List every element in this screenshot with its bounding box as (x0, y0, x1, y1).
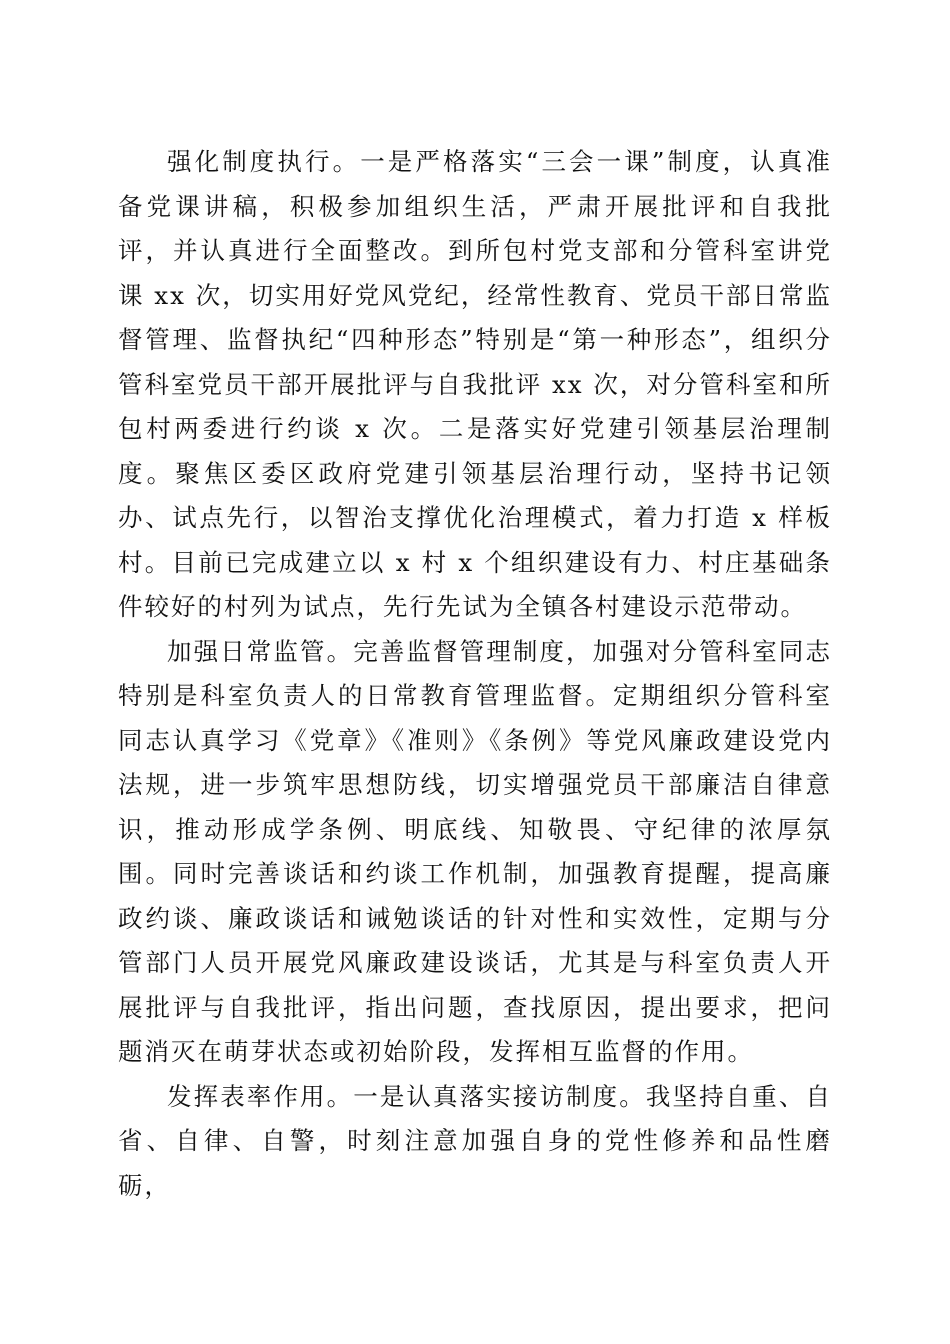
paragraph-exemplary-role: 发挥表率作用。一是认真落实接访制度。我坚持自重、自省、自律、自警，时刻注意加强自身的党性修养和品性磨砺， (118, 1081, 832, 1200)
document-body (118, 140, 832, 1208)
paragraph-institution-execution: 强化制度执行。一是严格落实“三会一课”制度，认真准备党课讲稿，积极参加组织生活，严肃开展批评和自我批评，并认真进行全面整改。到所包村党支部和分管科室讲党课 xx 次，切实用好党风党纪，经常性教育、党员干部日常监督管理、监督执纪“四种形态”特别是“第一种形态”，组织分管科室党员干部开展批评与自我批评 xx 次，对分管科室和所包村两委进行约谈 x 次。二是落实好党建引领基层治理制度。聚焦区委区政府党建引领基层治理行动，坚持书记领办、试点先行，以智治支撑优化治理模式，着力打造 x 样板村。目前已完成建立以 x 村 x 个组织建设有力、村庄基础条件较好的村列为试点，先行先试为全镇各村建设示范带动。 (118, 147, 832, 621)
paragraph-daily-supervision: 加强日常监管。完善监督管理制度，加强对分管科室同志特别是科室负责人的日常教育管理监督。定期组织分管科室同志认真学习《党章》《准则》《条例》等党风廉政建设党内法规，进一步筑牢思想防线，切实增强党员干部廉洁自律意识，推动形成学条例、明底线、知敬畏、守纪律的浓厚氛围。同时完善谈话和约谈工作机制，加强教育提醒，提高廉政约谈、廉政谈话和诫勉谈话的针对性和实效性，定期与分管部门人员开展党风廉政建设谈话，尤其是与科室负责人开展批评与自我批评，指出问题，查找原因，提出要求，把问题消灭在萌芽状态或初始阶段，发挥相互监督的作用。 (118, 636, 832, 1066)
